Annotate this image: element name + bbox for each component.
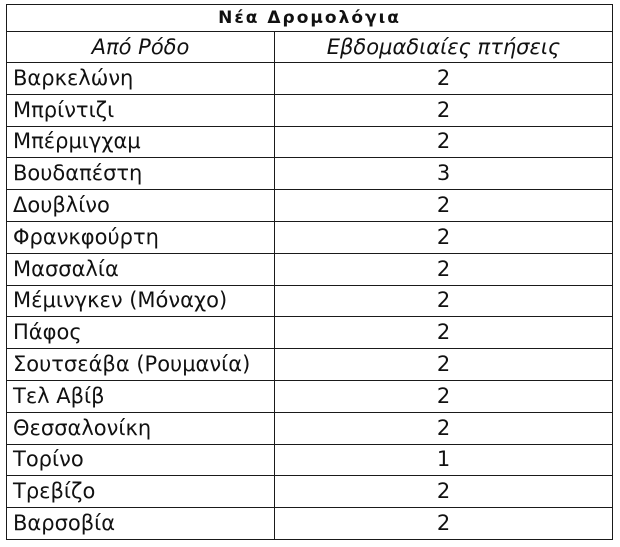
table-row: [7, 412, 613, 444]
city-cell: Βαρκελώνη: [7, 63, 275, 95]
city-cell: Φρανκφούρτη: [7, 221, 275, 253]
flights-cell: 2: [275, 508, 613, 540]
city-cell: Πάφος: [7, 317, 275, 349]
table-row: [7, 476, 613, 508]
city-cell: Τρεβίζο: [7, 476, 275, 508]
flights-cell: 2: [275, 63, 613, 95]
table-row: [7, 444, 613, 476]
city-cell: Μασσαλία: [7, 253, 275, 285]
routes-table: [6, 4, 613, 540]
city-cell: Μπρίντιζι: [7, 94, 275, 126]
table-row: [7, 380, 613, 412]
city-cell: Δουβλίνο: [7, 190, 275, 222]
table-row: [7, 349, 613, 381]
flights-cell: 1: [275, 444, 613, 476]
flights-cell: 2: [275, 285, 613, 317]
city-cell: Θεσσαλονίκη: [7, 412, 275, 444]
flights-cell: 2: [275, 412, 613, 444]
flights-cell: 2: [275, 126, 613, 158]
table-row: [7, 253, 613, 285]
table-row: [7, 126, 613, 158]
table-row: [7, 63, 613, 95]
flights-cell: 2: [275, 476, 613, 508]
city-cell: Σουτσεάβα (Ρουμανία): [7, 349, 275, 381]
city-cell: Μέμινγκεν (Μόναχο): [7, 285, 275, 317]
column-header-weekly-flights: Εβδομαδιαίες πτήσεις: [275, 32, 613, 63]
table-row: [7, 508, 613, 540]
flights-cell: 2: [275, 221, 613, 253]
table-row: [7, 94, 613, 126]
flights-cell: 2: [275, 317, 613, 349]
table-row: [7, 221, 613, 253]
flights-cell: 2: [275, 349, 613, 381]
city-cell: Βαρσοβία: [7, 508, 275, 540]
table-title: Νέα Δρομολόγια: [7, 5, 613, 32]
flights-cell: 2: [275, 253, 613, 285]
city-cell: Βουδαπέστη: [7, 158, 275, 190]
flights-cell: 2: [275, 190, 613, 222]
table-row: [7, 190, 613, 222]
table-row: [7, 285, 613, 317]
flights-cell: 2: [275, 380, 613, 412]
column-header-origin: Από Ρόδο: [7, 32, 275, 63]
city-cell: Μπέρμιγχαμ: [7, 126, 275, 158]
city-cell: Τορίνο: [7, 444, 275, 476]
flights-cell: 3: [275, 158, 613, 190]
flights-cell: 2: [275, 94, 613, 126]
city-cell: Τελ Αβίβ: [7, 380, 275, 412]
table-row: [7, 158, 613, 190]
table-row: [7, 317, 613, 349]
